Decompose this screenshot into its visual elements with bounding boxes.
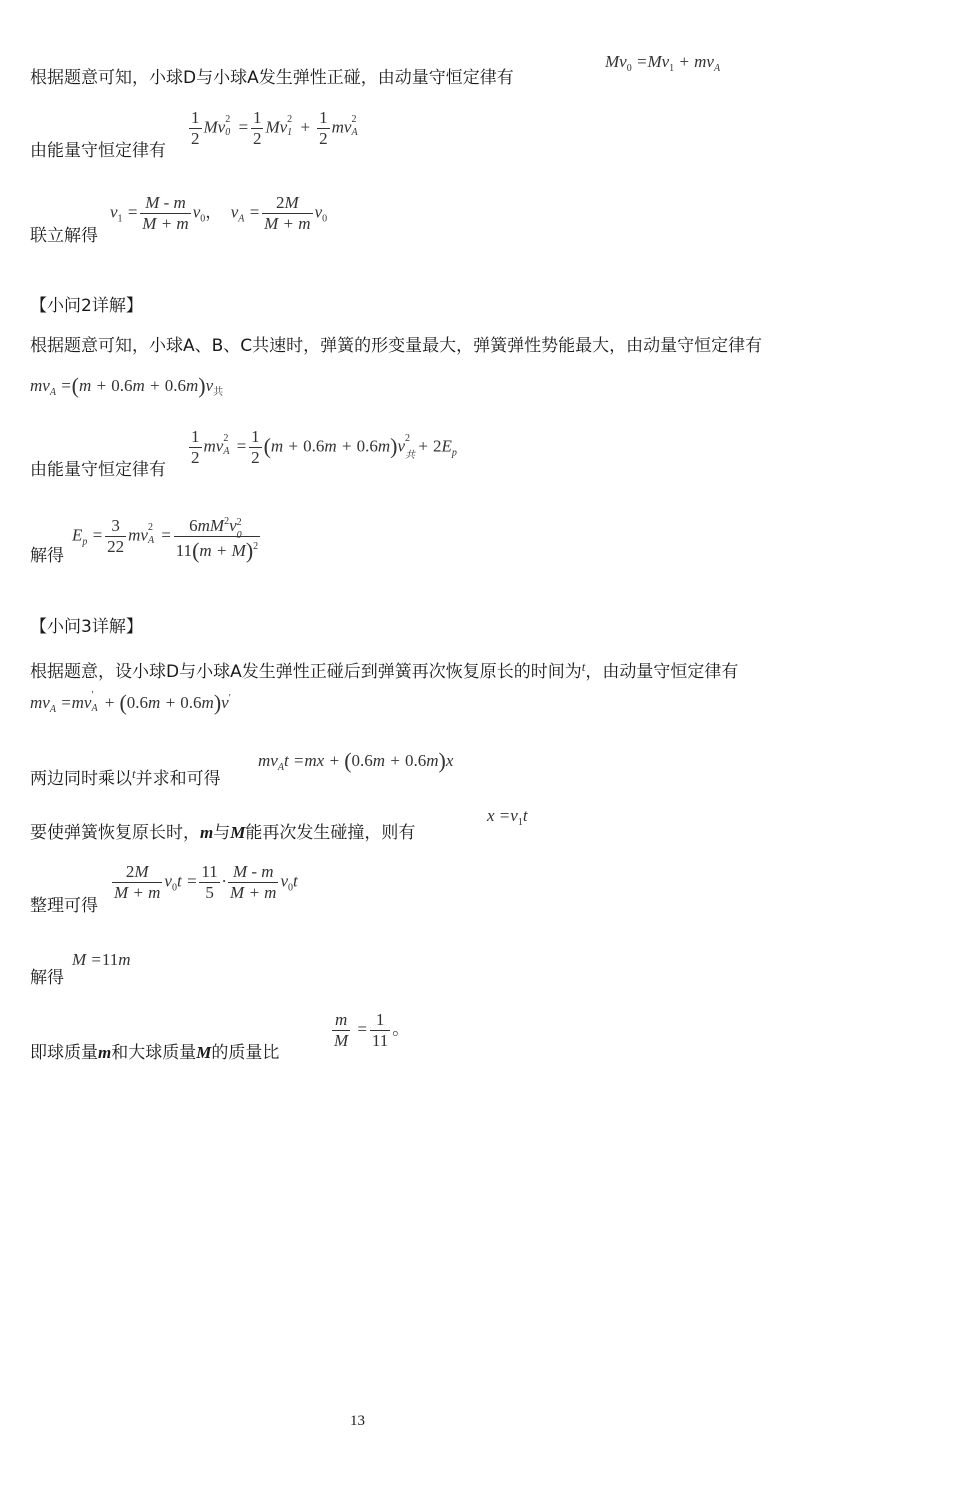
text-separator: ， bbox=[205, 202, 223, 223]
text-momentum-2: 根据题意可知，小球A、B、C共速时，弹簧的形变量最大，弹簧弹性势能最大，由动量守恒定律有 bbox=[30, 336, 763, 356]
text-momentum-intro: 根据题意可知，小球D与小球A发生弹性正碰，由动量守恒定律有 bbox=[30, 68, 514, 88]
equation-momentum-2: $mv_A =(m + 0.6m + 0.6m)v_共$ bbox=[30, 373, 224, 398]
text-condition-c: 能再次发生碰撞，则有 bbox=[245, 823, 416, 843]
line-sum: 两边同时乘以$^t$并求和可得 bbox=[30, 766, 221, 789]
page-number: 13 bbox=[350, 1413, 365, 1429]
line-momentum-2 bbox=[30, 336, 762, 356]
text-energy-intro: 由能量守恒定律有 bbox=[30, 141, 166, 161]
line-solve-2 bbox=[30, 546, 64, 566]
equation-x: $x =v_1t$ bbox=[487, 806, 528, 828]
text-ratio-end: 。 bbox=[392, 1019, 410, 1040]
equation-v1-va: $v_1$ = $\frac{M - m}{M + m}$ $v_0$， $v_A$ = $\frac{2M}{M + m}$ $v_0$ bbox=[110, 193, 328, 233]
heading-part-3: 【小问3详解】 bbox=[30, 617, 143, 637]
line-rearrange bbox=[30, 896, 98, 916]
text-solve-2: 解得 bbox=[30, 546, 64, 566]
line-solve-1 bbox=[30, 226, 98, 246]
text-ratio-b: 和大球质量 bbox=[111, 1043, 197, 1063]
text-solve-3: 解得 bbox=[30, 968, 64, 988]
text-ratio-a: 即球质量 bbox=[30, 1043, 98, 1063]
text-rearrange: 整理可得 bbox=[30, 896, 98, 916]
equation-rearrange: $\frac{2M}{M + m}$ $v_0t$ = $\frac{11}{5}$ · $\frac{M - m}{M + m}$ $v_0t$ bbox=[114, 862, 298, 902]
equation-mass: M =11m bbox=[72, 950, 131, 969]
line-collision-condition: 要使弹簧恢复原长时，m与M能再次发生碰撞，则有 bbox=[30, 823, 416, 843]
line-ratio: 即球质量m和大球质量M的质量比 bbox=[30, 1043, 280, 1063]
line-energy-1 bbox=[30, 141, 166, 161]
equation-ep: $E_p$ = $\frac{3}{22}$ mv 2 A = $6mM^2v$ 2 0 $11(m + M)^2$ bbox=[72, 512, 262, 561]
line-solve-3 bbox=[30, 968, 64, 988]
equation-momentum-3: $mv_A =mv$ ′ A + (0.6m + 0.6m)v′ bbox=[30, 690, 231, 715]
line-energy-2 bbox=[30, 460, 166, 480]
text-ratio-c: 的质量比 bbox=[211, 1043, 280, 1063]
equation-ratio: $\frac{m}{M}$ = $\frac{1}{11}$ 。 bbox=[334, 1010, 410, 1050]
equation-momentum-1: $Mv_0 =Mv_1 + mv_A$ bbox=[605, 52, 721, 74]
text-sum-a: 两边同时乘以 bbox=[30, 769, 132, 789]
line-momentum-1 bbox=[30, 68, 514, 88]
equation-energy-2: $\frac{1}{2}$ mv 2 A = $\frac{1}{2}$ (m + 0.6m + 0.6m)v 2 共 + $2E_p$ bbox=[191, 427, 457, 467]
text-sum-b: 并求和可得 bbox=[135, 769, 221, 789]
equation-energy-1: $\frac{1}{2}$ Mv 2 0 = $\frac{1}{2}$ Mv 2 1 + $\frac{1}{2}$ mv 2 A bbox=[191, 108, 358, 148]
text-condition-a: 要使弹簧恢复原长时， bbox=[30, 823, 200, 843]
text-energy-2: 由能量守恒定律有 bbox=[30, 460, 166, 480]
equation-sum: $mv_At =mx + (0.6m + 0.6m)x$ bbox=[258, 748, 454, 773]
text-condition-b: 与 bbox=[213, 823, 231, 843]
line-momentum-3: 根据题意，设小球D与小球A发生弹性正碰后到弹簧再次恢复原长的时间为$^t$，由动量守恒定律有 bbox=[30, 659, 739, 682]
text-solve-intro: 联立解得 bbox=[30, 226, 98, 246]
text-momentum-3b: ，由动量守恒定律有 bbox=[585, 662, 739, 682]
heading-part-2: 【小问2详解】 bbox=[30, 296, 143, 316]
text-momentum-3a: 根据题意，设小球D与小球A发生弹性正碰后到弹簧再次恢复原长的时间为 bbox=[30, 662, 582, 682]
